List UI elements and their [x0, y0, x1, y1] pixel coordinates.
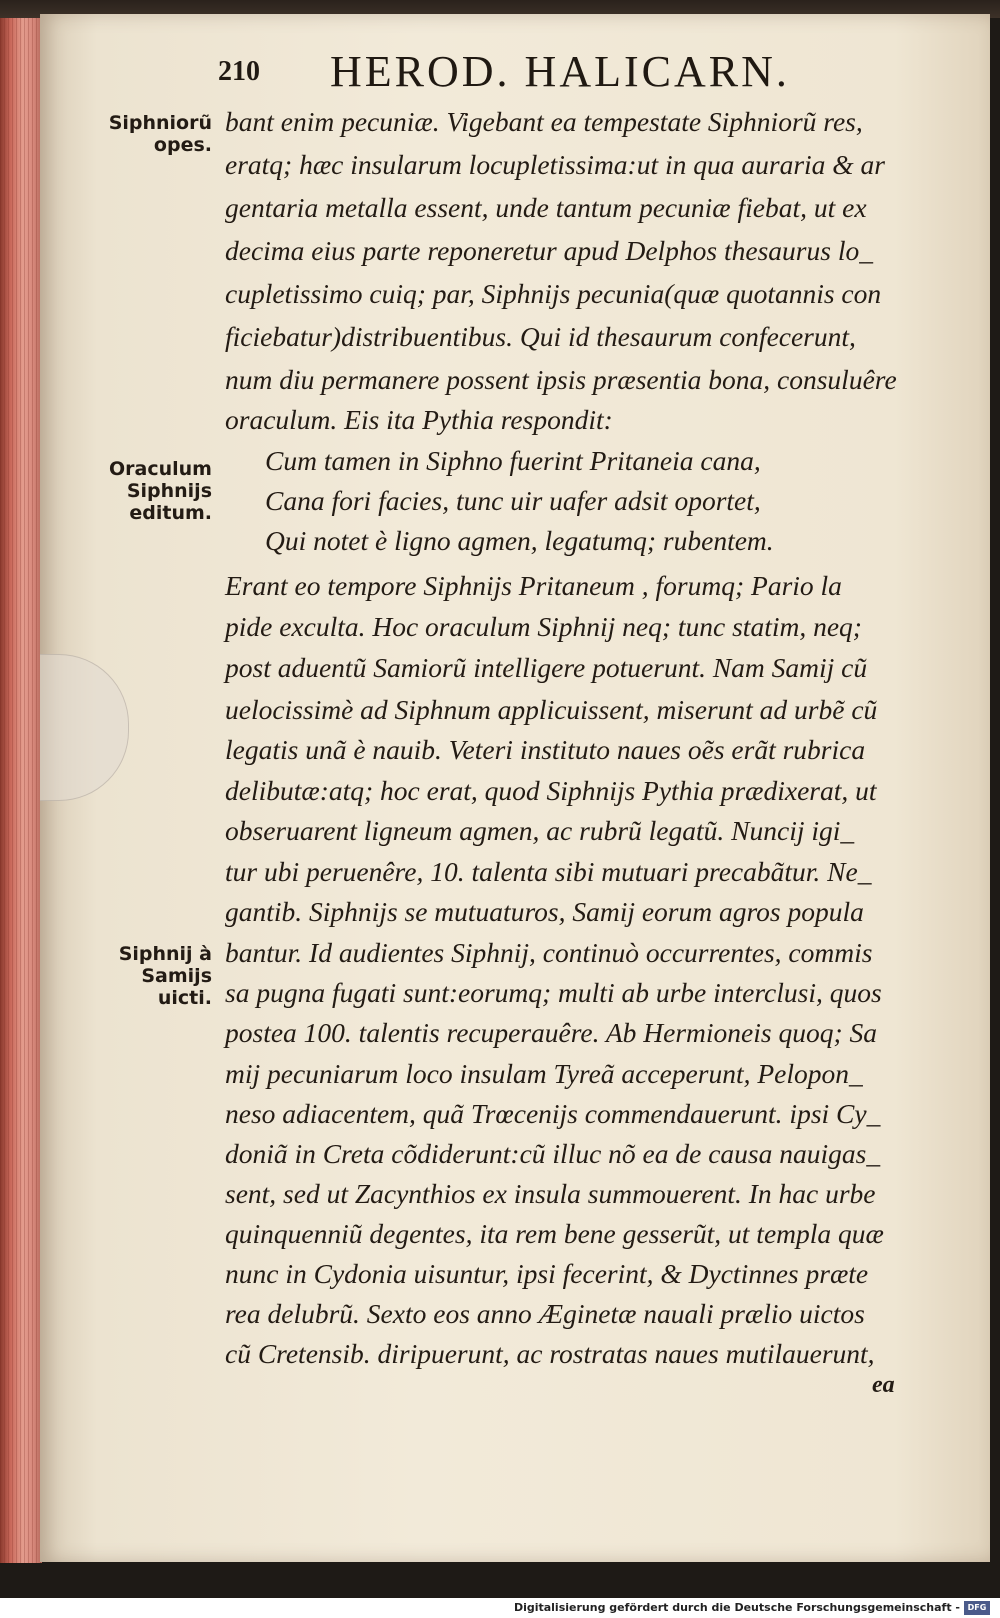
- text-line: delibutæ:atq; hoc erat, quod Siphnijs Pythia prædixerat, ut: [225, 775, 877, 806]
- funding-credit: Digitalisierung gefördert durch die Deutsche Forschungsgemeinschaft -: [513, 1601, 960, 1614]
- margin-note-siphniorum-opes: Siphniorũ opes.: [108, 112, 212, 156]
- text-line: obseruarent ligneum agmen, ac rubrũ legatũ. Nuncij igi_: [225, 815, 855, 846]
- text-line: rea delubrũ. Sexto eos anno Æginetæ nauali prælio uictos: [225, 1298, 865, 1329]
- text-line: pide exculta. Hoc oraculum Siphnij neq; tunc statim, neq;: [225, 611, 862, 642]
- text-line: sent, sed ut Zacynthios ex insula summouerent. In hac urbe: [225, 1178, 876, 1209]
- page-number: 210: [218, 56, 260, 87]
- text-line: bant enim pecuniæ. Vigebant ea tempestate Siphniorũ res,: [225, 106, 863, 137]
- text-line: sa pugna fugati sunt:eorumq; multi ab urbe interclusi, quos: [225, 977, 882, 1008]
- page-edge-lines: [0, 18, 42, 1563]
- running-head: HEROD. HALICARN.: [330, 47, 790, 96]
- text-line: decima eius parte reponeretur apud Delphos thesaurus lo_: [225, 235, 873, 266]
- text-line: postea 100. talentis recuperauêre. Ab Hermioneis quoq; Sa: [225, 1017, 878, 1048]
- text-line: gantib. Siphnijs se mutuaturos, Samij eorum agros popula: [225, 896, 864, 927]
- text-line: cũ Cretensib. diripuerunt, ac rostratas naues mutilauerunt,: [225, 1338, 875, 1369]
- catchword: ea: [872, 1372, 895, 1398]
- text-line: eratq; hæc insularum locupletissima:ut in qua auraria & ar: [225, 149, 885, 180]
- text-line: gentaria metalla essent, unde tantum pecuniæ fiebat, ut ex: [225, 192, 867, 223]
- text-line: tur ubi peruenêre, 10. talenta sibi mutuari precabãtur. Ne_: [225, 856, 872, 887]
- text-line: uelocissimè ad Siphnum applicuissent, miserunt ad urbẽ cũ: [225, 694, 878, 725]
- verse-line: Cana fori facies, tunc uir uafer adsit oportet,: [265, 485, 761, 516]
- text-line: bantur. Id audientes Siphnij, continuò occurrentes, commis: [225, 937, 873, 968]
- text-line: legatis unã è nauib. Veteri instituto naues oẽs erãt rubrica: [225, 734, 866, 765]
- text-line: doniã in Creta cõdiderunt:cũ illuc nõ ea de causa nauigas_: [225, 1138, 881, 1169]
- page-clip: [40, 654, 129, 801]
- text-line: Erant eo tempore Siphnijs Pritaneum , forumq; Pario la: [225, 570, 842, 601]
- text-line: mij pecuniarum loco insulam Tyreã acceperunt, Pelopon_: [225, 1058, 863, 1089]
- text-line: oraculum. Eis ita Pythia respondit:: [225, 404, 613, 435]
- dfg-logo: DFG: [964, 1601, 990, 1615]
- digitization-footer: [0, 1598, 1000, 1618]
- text-line: post aduentũ Samiorũ intelligere potuerunt. Nam Samij cũ: [225, 652, 868, 683]
- text-line: neso adiacentem, quã Trœcenijs commendauerunt. ipsi Cy_: [225, 1098, 881, 1129]
- text-line: num diu permanere possent ipsis præsentia bona, consuluêre: [225, 364, 897, 395]
- text-line: ficiebatur)distribuentibus. Qui id thesaurum confecerunt,: [225, 321, 856, 352]
- verse-line: Cum tamen in Siphno fuerint Pritaneia cana,: [265, 445, 761, 476]
- text-line: cupletissimo cuiq; par, Siphnijs pecunia(quæ quotannis con: [225, 278, 882, 309]
- text-line: nunc in Cydonia uisuntur, ipsi fecerint, & Dyctinnes præte: [225, 1258, 869, 1289]
- margin-note-oraculum: Oraculum Siphnijs editum.: [109, 458, 212, 524]
- verse-line: Qui notet è ligno agmen, legatumq; rubentem.: [265, 525, 774, 556]
- margin-note-siphnij-uicti: Siphnij à Samijs uicti.: [118, 943, 212, 1009]
- text-line: quinquenniũ degentes, ita rem bene gesserũt, ut templa quæ: [225, 1218, 884, 1249]
- page-header: [0, 46, 1000, 96]
